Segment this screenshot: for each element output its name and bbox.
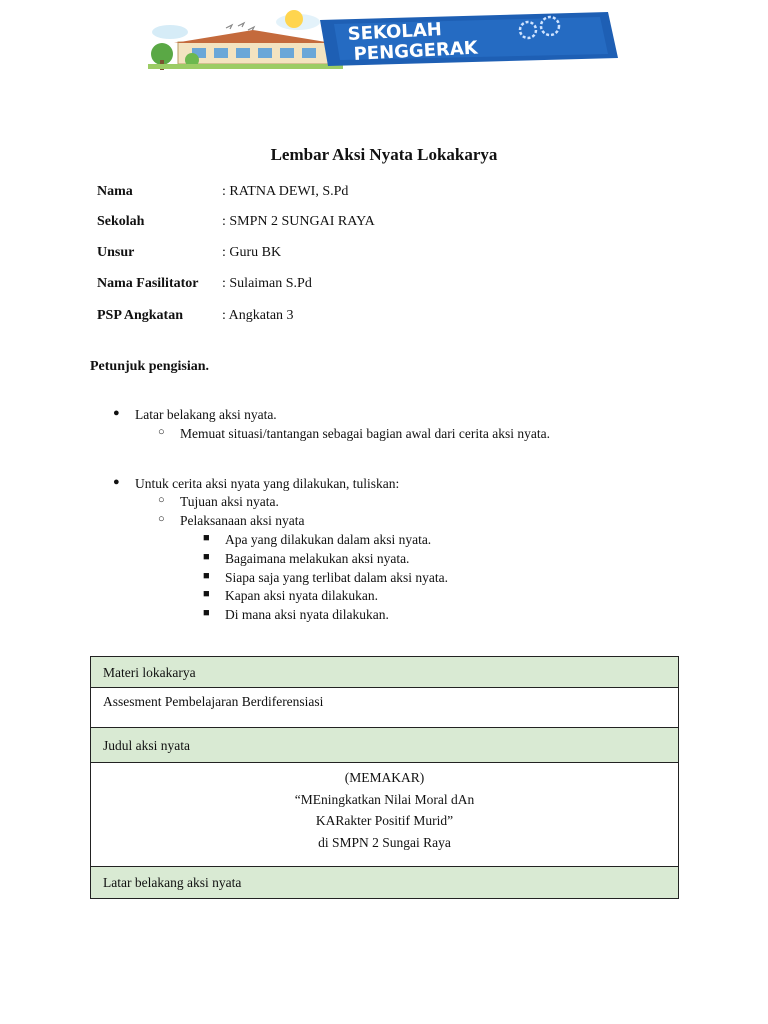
list-item [203,588,378,604]
square-bullet-icon: ■ [203,588,210,600]
list-item [113,407,277,423]
list-item [113,476,400,492]
list-item [203,570,449,586]
list-item [203,532,432,548]
list-item [158,494,279,510]
square-bullet-icon: ■ [203,532,210,544]
document-title: Lembar Aksi Nyata Lokakarya [270,145,498,164]
circle-bullet-icon: ○ [158,426,165,438]
list-item [158,513,305,529]
square-bullet-icon: ■ [203,570,210,582]
info-value: : SMPN 2 SUNGAI RAYA [222,214,375,229]
table-header-judul: Judul aksi nyata [91,728,678,763]
list-item-text: Pelaksanaan aksi nyata [180,513,305,528]
judul-line: “MEningkatkan Nilai Moral dAn [294,791,475,807]
square-bullet-icon: ■ [203,607,210,619]
instructions-heading: Petunjuk pengisian. [90,359,210,374]
table-cell-materi: Assesment Pembelajaran Berdiferensiasi [91,688,678,728]
table-header-materi: Materi lokakarya [91,657,678,688]
judul-line: di SMPN 2 Sungai Raya [318,834,451,850]
list-item [203,551,410,567]
table-cell-judul [91,763,678,867]
sekolah-penggerak-banner [148,8,618,74]
list-item-text: Bagaimana melakukan aksi nyata. [225,551,410,566]
circle-bullet-icon: ○ [158,513,165,525]
info-label: Nama [97,184,133,199]
info-label: Sekolah [97,214,145,229]
list-item-text: Tujuan aksi nyata. [180,494,279,509]
list-item-text: Kapan aksi nyata dilakukan. [225,588,378,603]
svg-text:PENGGERAK: PENGGERAK [353,37,479,65]
list-item-text: Untuk cerita aksi nyata yang dilakukan, tuliskan: [135,476,400,491]
list-item-text: Latar belakang aksi nyata. [135,407,277,422]
circle-bullet-icon: ○ [158,494,165,506]
info-label: PSP Angkatan [97,308,183,323]
table-header-latar: Latar belakang aksi nyata [91,867,678,898]
aksi-nyata-table [90,656,679,899]
list-item-text: Memuat situasi/tantangan sebagai bagian awal dari cerita aksi nyata. [180,426,550,441]
judul-line: (MEMAKAR) [344,770,425,785]
list-item [158,426,550,442]
judul-line: KARakter Positif Murid” [315,813,454,828]
bullet-icon: ● [113,476,120,488]
list-item-text: Apa yang dilakukan dalam aksi nyata. [225,532,432,547]
list-item [203,607,389,623]
info-value: : Angkatan 3 [222,308,294,323]
info-label: Nama Fasilitator [97,276,199,291]
list-item-text: Siapa saja yang terlibat dalam aksi nyata. [225,570,449,585]
list-item-text: Di mana aksi nyata dilakukan. [225,607,389,622]
info-value: : RATNA DEWI, S.Pd [222,184,349,199]
info-label: Unsur [97,245,135,260]
info-value: : Guru BK [222,245,282,260]
bullet-icon: ● [113,407,120,419]
svg-text:SEKOLAH: SEKOLAH [347,19,443,45]
square-bullet-icon: ■ [203,551,210,563]
info-value: : Sulaiman S.Pd [222,276,312,291]
